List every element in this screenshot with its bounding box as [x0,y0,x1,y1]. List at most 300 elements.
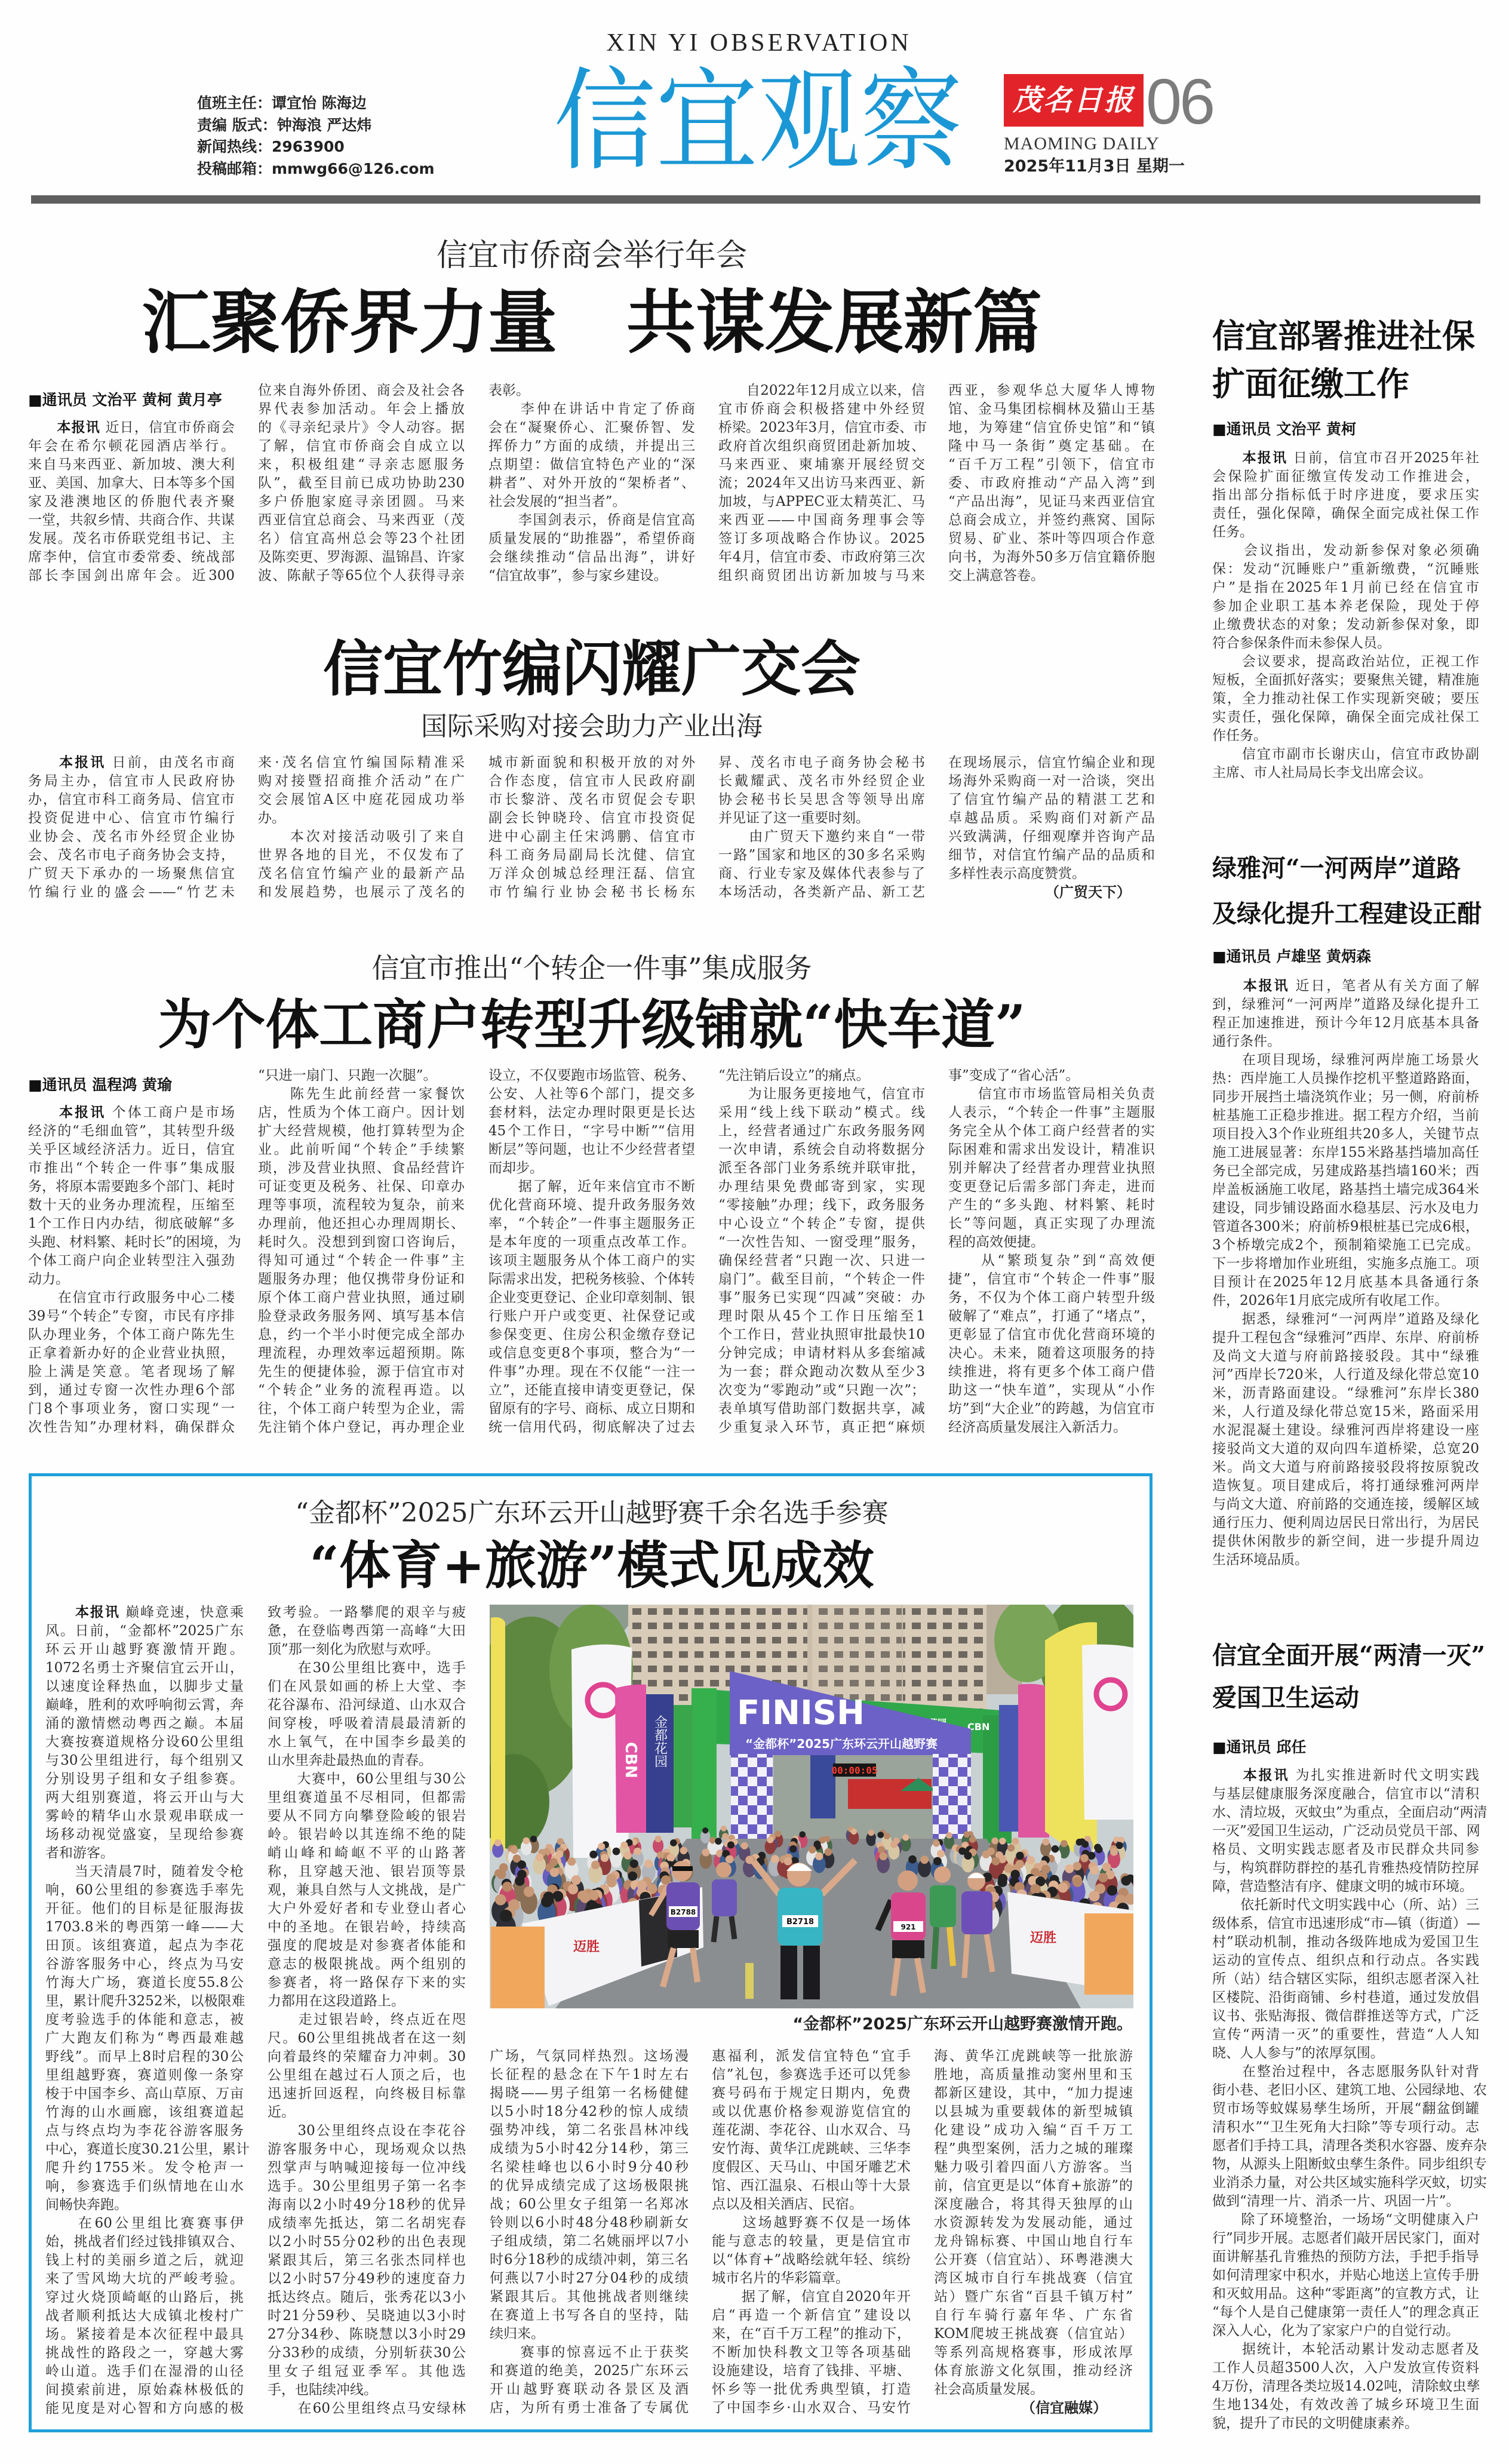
text-line: “先注销后设立”的痛点。 [718,1068,870,1083]
text-line: 场海外采购商一对一洽谈，突出 [948,773,1155,789]
article-column [934,2047,1133,2399]
text-line: 到，通过专窗一次性办理6个部 [28,1382,235,1398]
text-line: 家及港澳地区的侨胞代表齐聚 [28,494,235,509]
article-column [45,1603,250,2418]
text-line: 公开赛（信宜站）、环粤港澳大 [934,2252,1133,2268]
text-line: 据了解，近年来信宜市不断 [488,1179,695,1194]
text-line: 程正加速推进，预计今年12月底基本具备 [1212,1015,1479,1031]
article-column [712,2047,911,2417]
text-line: 贸市场等蚊媒易孳生场所，开展“翻盆倒罐 [1212,2101,1479,2116]
article-headline: “体育+旅游”模式见成效 [309,1535,874,1596]
sidebar-column [1212,449,1479,782]
text-line: 造恢复。项目建成后，将打通绿雅河两岸 [1212,1478,1479,1494]
column-text [28,419,235,585]
text-line: 来，在“百千万工程”的推动下， [712,2326,911,2342]
text-line: 务局主办，信宜市人民政府协 [28,773,235,789]
text-line: 年会在希尔顿花园酒店举行。 [28,438,235,454]
text-line: 观，兼具自然与人文挑战，是广 [268,1882,466,1898]
text-line: 通行条件。 [1212,1034,1281,1049]
headline-line: 绿雅河“一河两岸”道路 [1212,854,1461,883]
text-line: 陈先生此前经营一家餐饮 [258,1086,465,1102]
text-line: 怀乡等一批优秀典型镇，打造 [712,2382,911,2397]
text-line: 在60公里组终点马安绿林 [268,2401,466,2416]
text-line: 揭晓——男子组第一名杨健健 [490,2085,689,2101]
text-line: 短板，全面抓好落实；要聚焦关键，精准施 [1212,672,1479,688]
text-line: 与尚文大道、府前路的交通连接，缓解区域 [1212,1497,1479,1512]
text-line: 水泥混凝土建设。绿雅河西岸将建设一座 [1212,1423,1479,1438]
text-line: 湾区城市自行车挑战赛（信宜 [934,2271,1133,2286]
text-line: 峭山峰和崎岖不平的山路著 [268,1845,466,1861]
text-line: 细节，对信宜竹编产品的品质和 [948,847,1155,863]
text-line: 的优异成绩完成了这场极限挑 [490,2178,689,2193]
column-text [718,1067,925,1437]
text-line: 村”联动机制，推动各级阵地成为爱国卫生 [1212,1934,1479,1950]
text-line: 长戴耀武、茂名市外经贸企业 [718,773,925,789]
text-line: 本报讯 近日，笔者从有关方面了解 [1243,978,1480,994]
sidebar-headline [1212,1635,1493,1719]
text-line: 田顶。该组赛道，起点为李花 [45,1938,244,1953]
text-line: 1703.8米的粤西第一峰——大 [45,1919,244,1935]
text-line: 理流程，办理效率远超预期。陈 [258,1345,465,1361]
text-line: 时21分59秒、吴晓迪以3小时 [268,2308,466,2324]
article-headline: 信宜竹编闪耀广交会 [323,634,860,704]
text-line: 以县城为重要载体的新型城镇 [934,2104,1133,2119]
text-line: 从“繁琐复杂”到“高效便 [948,1253,1155,1268]
text-line: 龙舟锦标赛、中国山地自行车 [934,2233,1133,2249]
text-line: 27分34秒、陈晓慧以3小时29 [268,2327,466,2342]
text-line: 当天清晨7时，随着发令枪 [45,1864,244,1879]
text-line: 率，“个转企”一件事主题服务正 [488,1216,695,1231]
text-line: 原个体工商户营业执照，通过刷 [258,1290,465,1305]
text-line: 清积水”“卫生死角大扫除”等专项行动。志 [1212,2119,1479,2135]
text-line: 信宜市市场监管局相关负责 [948,1086,1155,1102]
text-line: 贸易、矿业、茶叶等四项合作意 [948,531,1155,546]
column-text [258,1067,465,1437]
text-line: 琐，涉及营业执照、食品经营许 [258,1160,465,1176]
text-line: 务完全从个体工商户经营者的实 [948,1123,1155,1139]
text-line: 头跑、材料繁、耗时长”的困境，为 [28,1234,241,1250]
text-line: 岭。银岩岭以其连绵不绝的陡 [268,1827,466,1842]
text-line: 多户侨胞家庭寻亲团圆。马来 [258,494,465,509]
photo-sponsor-text: CBN [967,1721,990,1732]
text-line: 里组越野赛，赛道则像一条穿 [45,2067,244,2083]
text-line: 与基层健康服务深度融合，信宜市以“清积 [1212,1786,1479,1802]
text-line: 名梁桂峰也以6小时9分40秒 [490,2159,689,2175]
text-line: 信”礼包，参赛选手还可以凭参 [712,2067,911,2082]
staff-duty-editor: 值班主任：谭宜怡 陈海边 [197,94,367,112]
text-line: 实责任，强化保障，确保全面完成社保工 [1212,709,1479,725]
text-line: 本报讯 巅峰竞速，快意乘 [75,1605,244,1620]
article-headline: 汇聚侨界力量 共谋发展新篇 [142,282,1042,363]
column-text [488,754,695,902]
text-line: 西亚信宜总商会、马来西亚（茂 [258,512,465,528]
text-line: 办。 [258,810,285,826]
dateline-label: 本报讯 [1243,1768,1290,1783]
text-line: 来·茂名信宜竹编国际精准采 [258,755,465,770]
text-line: 强势冲线，第二名张昌林冲线 [490,2122,689,2138]
text-line: 战者顺利抵达大成镇北梭村广 [45,2308,244,2324]
text-line: 里组赛道虽不尽相同，但都需 [268,1790,466,1805]
text-line: 热：西岸施工人员操作挖机平整道路路面， [1212,1071,1479,1086]
column-text [948,382,1155,585]
text-line: 事”变成了“省心活”。 [948,1068,1080,1083]
text-line: 本场活动，各类新产品、新工艺 [718,884,925,900]
paper-english-name: MAOMING DAILY [1004,134,1160,153]
page-number: 06 [1146,65,1213,137]
article-column [268,1603,466,2418]
text-line: 尺。60公里组挑战者在这一刻 [268,2030,466,2046]
text-line: 坊”到“大企业”的跨越，为信宜市 [948,1401,1155,1417]
text-line: 波、陈献子等65位个人获得寻亲 [258,568,465,583]
text-line: 山水里奔赴最热血的青春。 [268,1753,432,1768]
text-line: 本报讯 日前，由茂名市商 [59,755,235,770]
text-line: 子组成绩，第二名姚丽坪以7小 [490,2233,689,2249]
byline: ■通讯员 邱任 [1212,1738,1307,1756]
column-text [718,754,925,902]
text-line: 一次申请，系统会自动将数据分 [718,1142,925,1157]
text-line: 务，将原本需要跑多个部门、耗时 [28,1179,235,1194]
text-line: 点期望：做信宜特色产业的“深 [488,457,695,472]
text-line: 安竹海、黄华江虎跳峡、三华李 [712,2141,911,2156]
text-line: 爬升约1755米。发令枪声一 [45,2160,244,2176]
photo-arch-event-name: “金都杯”2025广东环云开山越野赛 [745,1737,938,1751]
text-line: 海、黄华江虎跳峡等一批旅游 [934,2048,1133,2064]
text-line: 近。 [268,2104,295,2120]
column-text [718,382,925,585]
text-line: 人表示，“个转企一件事”主题服 [948,1105,1155,1120]
text-line: 题服务办理；他仅携带身份证和 [258,1271,465,1287]
text-line: 宣传“两清一灭”的重要性，营造“人人知 [1212,2027,1479,2042]
text-line: 套材料，法定办理时限更是长达 [488,1105,695,1120]
text-line: 意志的极限挑战。两个组别的 [268,1956,466,1972]
column-text [488,382,695,585]
column-text [258,382,465,585]
race-photo [490,1605,1133,2008]
text-line: 程的高效便捷。 [948,1234,1044,1250]
text-line: 强度的爬坡是对参赛者体能和 [268,1938,466,1953]
text-line: 做到“清理一片、消杀一片、巩固一片”。 [1212,2193,1460,2209]
text-line: 助这一“快车道”，实现从“小作 [948,1382,1155,1398]
text-line: “只进一扇门、只跑一次腿”。 [258,1068,437,1083]
column-text [45,1603,250,2418]
text-line: 馆、西江温泉、石根山等十大景 [712,2178,911,2193]
text-line: 行”同步开展。志愿者们敲开居民家门，面对 [1212,2230,1480,2246]
text-line: 时6分18秒的成绩冲刺，第三名 [490,2252,689,2268]
text-line: 本报讯 个体工商户是市场 [59,1105,235,1120]
staff-layout-editor: 责编 版式：钟海浪 严达炜 [197,116,372,134]
sidebar-column [1212,977,1479,1569]
text-line: 以速度诠释热血，以脚步丈量 [45,1679,244,1694]
text-line: 少重复录入环节，真正把“麻烦 [718,1420,925,1435]
section-title: 信宜观察 [554,56,963,186]
text-line: 捷”，信宜市“个转企一件事”服 [948,1271,1155,1287]
text-line: 亚、美国、加拿大、日本等多个国 [28,475,235,491]
text-line: 际需求出发，把税务核验、个体转 [488,1271,695,1287]
text-line: 貌，提升了市民的文明健康素养。 [1212,2416,1418,2431]
text-line: 与30公里组进行，每个组别又 [45,1753,244,1768]
text-line: 4万份，清理各类垃圾14.02吨，清除蚊虫孳 [1212,2379,1480,2394]
text-line: 表单填写借助部门数据共享，减 [718,1401,925,1417]
text-line: 席李仲，信宜市委常委、统战部 [28,549,235,565]
text-line: 经济高质量发展注入新活力。 [948,1420,1127,1435]
text-line: 保：发动“沉睡账户”重新缴费，“沉睡账 [1212,561,1479,577]
text-line: “一次性告知、一窗受理”服务， [718,1234,925,1250]
text-line: 30公里组终点设在李花谷 [268,2123,466,2139]
text-line: 或信息变更8个事项，整合为“一 [488,1345,695,1361]
text-line: 策，全力推动社保工作实现新突破；要压 [1212,691,1479,706]
text-line: 任务。 [1212,524,1253,540]
text-line: 据统计，本轮活动累计发动志愿者及 [1212,2342,1479,2357]
text-line: “个转企”业务的流程再造。以 [258,1382,465,1398]
text-line: 1072名勇士齐聚信宜云开山， [45,1660,244,1676]
text-line: 名）信宜高州总会等23个社团 [258,531,465,546]
text-line: 惠福利，派发信宜特色“宜手 [712,2048,911,2064]
dateline-label: 本报讯 [59,1105,106,1120]
text-line: 个体工商户向企业转型注入强劲 [28,1253,235,1268]
text-line: 开征。他们的目标是征服海拔 [45,1901,244,1916]
text-line: 下一步将增加作业班组，实施多点施工。项 [1212,1256,1479,1271]
text-line: 市推出“个转企一件事”集成服 [28,1160,235,1176]
text-line: 物，从源头上阻断蚊虫孳生条件。同步组织专 [1212,2156,1487,2172]
text-line: 长”等问题，真正实现了办理流 [948,1216,1155,1231]
column-text [948,1067,1155,1437]
text-line: 水、清垃圾，灭蚊虫”为重点，全面启动“两清 [1212,1805,1488,1820]
text-line: 议书、张贴海报、微信群推送等方式，广泛 [1212,2008,1479,2024]
article-headline: 为个体工商户转型升级铺就“快车道” [158,993,1026,1056]
column-text [1212,977,1479,1569]
text-line: 购对接暨招商推介活动”在广 [258,773,465,789]
text-line: 作任务。 [1212,728,1267,743]
text-line: 会议指出，发动新参保对象必须确 [1212,543,1479,558]
text-line: 政府首次组织商贸团赴新加坡、 [718,438,925,454]
text-line: 站）暨广东省“百县千镇万村” [934,2289,1133,2305]
text-line: 来自马来西亚、新加坡、澳大利 [28,457,235,472]
article-column [258,754,465,902]
headline-line: 及绿化提升工程建设正酣 [1212,899,1482,928]
text-line: 同步开展挡土墙浇筑作业；另一侧，府前桥 [1212,1089,1479,1105]
article-column [948,382,1155,585]
article-column [28,382,235,585]
text-line: 迅速折回返程，向终极目标靠 [268,2086,466,2102]
photo-bib-number: B2788 [670,1908,696,1916]
text-line: 能与意志的较量，更是信宜市 [712,2233,911,2249]
text-line: 铃则以6小时48分48秒刷新女 [490,2215,689,2230]
text-line: 而却步。 [488,1160,543,1176]
text-line: 紧跟其后，第三名张杰同样也 [268,2253,466,2268]
text-line: 办理结果免费邮寄到家，实现 [718,1179,925,1194]
column-text [948,754,1155,883]
text-line: 分钟完成；申请材料从多套缩减 [718,1345,925,1361]
text-line: 了解，信宜市侨商会自成立以 [258,438,465,454]
text-line: 广大跑友们称为“粤西最难越 [45,2030,244,2046]
text-line: 走过银岩岭，终点近在咫 [268,2012,466,2027]
text-line: 通行压力、便利周边居民日常出行，为居民 [1212,1515,1479,1531]
text-line: 产生的“多头跑、材料繁、耗时 [948,1197,1155,1213]
text-line: 个工作日，营业执照审批最快10 [718,1327,925,1342]
text-line: 止缴费状态的对象；发动新参保对象，即 [1212,617,1479,632]
headline-line: 信宜部署推进社保 [1212,317,1476,355]
text-line: 会保险扩面征缴宣传发动工作推进会， [1212,469,1479,484]
text-line: 向着最终的荣耀奋力冲刺。30 [268,2049,466,2064]
text-line: 变更登记后需多部门奔走，进而 [948,1179,1155,1194]
dateline-label: 本报讯 [59,755,106,770]
text-line: 启“再造一个新信宜”建设以 [712,2308,911,2323]
text-line: 参赛者，将一路保存下来的实 [268,1975,466,1990]
headline-line: 爱国卫生运动 [1212,1683,1359,1712]
article-column [948,754,1155,883]
text-line: 会继续推动“信品出海”，讲好 [488,549,695,565]
text-line: 可证变更及税务、社保、印章办 [258,1179,465,1194]
text-line: 是本年度的一项重点改革工作。 [488,1234,695,1250]
text-line: 以5小时18分42秒的惊人成绩 [490,2104,689,2119]
text-line: 及陈奕更、罗海源、温锦昌、许家 [258,549,465,565]
text-line: 程”典型案例，活力之城的璀璨 [934,2141,1133,2156]
column-text [488,1067,695,1437]
text-line: 办，信宜市科工商务局、信宜市 [28,792,235,807]
text-line: 际困难和需求出发设计，精准识 [948,1142,1155,1157]
text-line: 断层”等问题，也让不少经营者望 [488,1142,695,1157]
text-line: 面讲解基孔肯雅热的预防方法，手把手指导 [1212,2249,1479,2265]
text-line: 依托新时代文明实践中心（所、站）三 [1212,1897,1479,1913]
text-line: 和发展趋势，也展示了茂名的 [258,884,465,900]
text-line: 派至各部门业务系统并联审批， [718,1160,925,1176]
text-line: 该项主题服务从个体工商户的实 [488,1253,695,1268]
text-line: 据了解，信宜自2020年开 [712,2289,911,2305]
text-line: 大户外爱好者和专业登山者心 [268,1901,466,1916]
text-line: 除了环境整治，一场场“文明健康入户 [1212,2212,1479,2228]
text-line: 门8个事项业务，窗口实现“一 [28,1401,235,1417]
text-line: 会在“凝聚侨心、汇聚侨智、发 [488,420,695,435]
text-line: 动力。 [28,1271,69,1287]
text-line: 里女子组冠亚季军。其他选 [268,2364,466,2379]
headline-line: 扩面征缴工作 [1212,364,1410,403]
text-line: 在30公里组比赛中，选手 [268,1660,466,1676]
text-line: 以2小时55分02秒的出色表现 [268,2234,466,2250]
text-line: 游客服务中心，现场观众以热 [268,2142,466,2157]
text-line: 挥侨力”方面的成绩，并提出三 [488,438,695,454]
text-line: 采用“线上线下联动”模式。线 [718,1105,925,1120]
text-line: 店，为所有勇士准备了专属优 [490,2400,689,2416]
photo-caption: “金都杯”2025广东环云开山越野赛激情开跑。 [792,2015,1133,2033]
text-line: 工作人员超3500人次，入户发放宣传资料 [1212,2360,1479,2376]
text-line: 花谷瀑布、沿河绿道、山水双合 [268,1697,466,1713]
article-column [28,754,235,902]
photo-bib-number: 921 [901,1923,916,1931]
text-line: 挑战性的路段之一，穿越大雾 [45,2345,244,2361]
issue-date: 2025年11月3日 星期一 [1004,157,1185,176]
text-line: 里，累计爬升3252米，以极限难 [45,1993,245,2009]
text-line: 前，信宜更是以“体育+旅游”的 [934,2178,1133,2193]
text-line: 紧跟其后。其他挑战者则继续 [490,2289,689,2305]
text-line: 点与终点均为李花谷游客服务 [45,2123,244,2139]
text-line: 流；2024年又出访马来西亚、新 [718,475,925,491]
dateline-label: 本报讯 [1242,450,1288,466]
text-line: 位来自海外侨团、商会及社会各 [258,383,465,398]
text-line: 的《寻亲纪录片》令人动容。据 [258,420,465,435]
text-line: 扇门”。截至目前，“个转企一件 [718,1271,925,1287]
text-line: 耗时久。没想到到窗口咨询后， [258,1234,465,1250]
text-line: 城市名片的华彩篇章。 [712,2271,849,2286]
photo-finish-label: FINISH [737,1694,865,1732]
text-line: 魅力吸引着四面八方游客。当 [934,2159,1133,2175]
text-line: 惫，在登临粤西第一高峰“大田 [268,1623,466,1639]
text-line: 多样性表示高度赞赏。 [948,866,1086,881]
text-line: 海南以2小时49分18秒的优异 [268,2197,466,2213]
text-line: 自行车骑行嘉年华、广东省 [934,2308,1133,2323]
text-line: 业消杀力量，对公共区域实施科学灭蚊，切实 [1212,2175,1487,2190]
text-line: 环云开山越野赛激情开跑。 [45,1642,244,1657]
text-line: 区楼院、沿街商铺、乡村巷道，通过发放倡 [1212,1990,1479,2005]
text-line: 场移动视觉盛宴，呈现给参赛 [45,1827,244,1842]
text-line: 大赛按赛道规格分设60公里组 [45,1734,244,1750]
text-line: 市长黎浒、茂名市贸促会专职 [488,792,695,807]
text-line: 间穿梭，呼吸着清晨最清新的 [268,1716,466,1731]
text-line: 符合参保条件而未参保人员。 [1212,635,1391,651]
text-line: 脸登录政务服务网、填写基本信 [258,1308,465,1324]
text-line: 隆中马一条街”奠定基础。在 [948,438,1155,454]
text-line: 体育旅游文化氛围，推动经济 [934,2363,1133,2379]
article-column [718,1067,925,1437]
text-line: 和赛道的绝美，2025广东环云 [490,2363,689,2379]
text-line: 野线”。而早上8时启程的30公 [45,2049,244,2064]
text-line: 谷游客服务中心，终点为马安 [45,1956,244,1972]
article-kicker: “金都杯”2025广东环云开山越野赛千余名选手参赛 [295,1498,889,1528]
text-line: 耕者”、对外开放的“架桥者”、 [488,475,695,491]
column-text [1212,1766,1488,2433]
text-line: 了信宜竹编产品的精湛工艺和 [948,792,1155,807]
text-line: 兴致满满，仔细观摩并咨询产品 [948,829,1155,844]
text-line: 本次对接活动吸引了来自 [258,829,465,844]
text-line: 广场，气氛同样热烈。这场漫 [490,2048,689,2064]
text-line: 施工进展显著：东岸155米路基挡墙加高任 [1212,1145,1479,1160]
text-line: 街小巷、老旧小区、建筑工地、公园绿地、农 [1212,2082,1487,2098]
text-line: 签订多项战略合作协议。2025 [718,531,925,546]
text-line: 先注销个体户登记，再办理企业 [258,1420,465,1435]
text-line: 度假区、天马山、中国牙雕艺术 [712,2159,911,2175]
column-text [712,2047,911,2417]
text-line: 据悉，绿雅河“一河两岸”道路及绿化 [1212,1311,1479,1327]
text-line: 在现场展示，信宜竹编企业和现 [948,755,1155,770]
text-line: 西亚，参观华总大厦华人博物 [948,383,1155,398]
text-line: 化建设”成功入编“百千万工 [934,2122,1133,2138]
text-line: 为一套；群众跑动次数从至少3 [718,1364,925,1380]
text-line: 指出部分指标低于时序进度，要求压实 [1212,487,1479,503]
text-line: 自2022年12月成立以来，信 [718,383,925,398]
article-credit: （信宜融媒） [1021,2400,1107,2416]
text-line: 界代表参加活动。年会上播放 [258,401,465,417]
text-line: 手，也陆续冲线。 [268,2382,377,2398]
text-line: 社会发展的“担当者”。 [488,494,626,509]
text-line: 公安、人社等6个部门，提交多 [488,1086,695,1102]
text-line: 科工商务局副局长沈健、信宜 [488,847,695,863]
text-line: “每个人是自己健康第一责任人”的理念真正 [1212,2305,1479,2320]
text-line: 赛号码布于规定日期内，免费 [712,2085,911,2101]
text-line: 梭于中国李乡、高山草原、万亩 [45,2086,244,2102]
text-line: 级体系，信宜市迅速形成“市—镇（街道）— [1212,1916,1480,1931]
text-line: 水资源转发为发展动能，通过 [934,2215,1133,2230]
text-line: 往，个体工商户转型为企业，需 [258,1401,465,1417]
text-line: 本报讯 为扎实推进新时代文明实践 [1243,1768,1480,1783]
article-kicker: 信宜市侨商会举行年会 [436,238,747,274]
text-line: 次性告知”办理材料，确保群众 [28,1420,235,1435]
text-line: 留原有的字号、商标、成立日期和 [488,1401,695,1417]
text-line: 主席、市人社局局长李戈出席会议。 [1212,765,1432,781]
byline: ■通讯员 文治平 黄柯 [1212,420,1357,438]
text-line: 39号“个转企”专窗，市民有序排 [28,1308,235,1324]
text-line: 协会秘书长吴思含等领导出席 [718,792,925,807]
column-text [1212,449,1479,782]
sidebar-headline [1212,846,1493,936]
